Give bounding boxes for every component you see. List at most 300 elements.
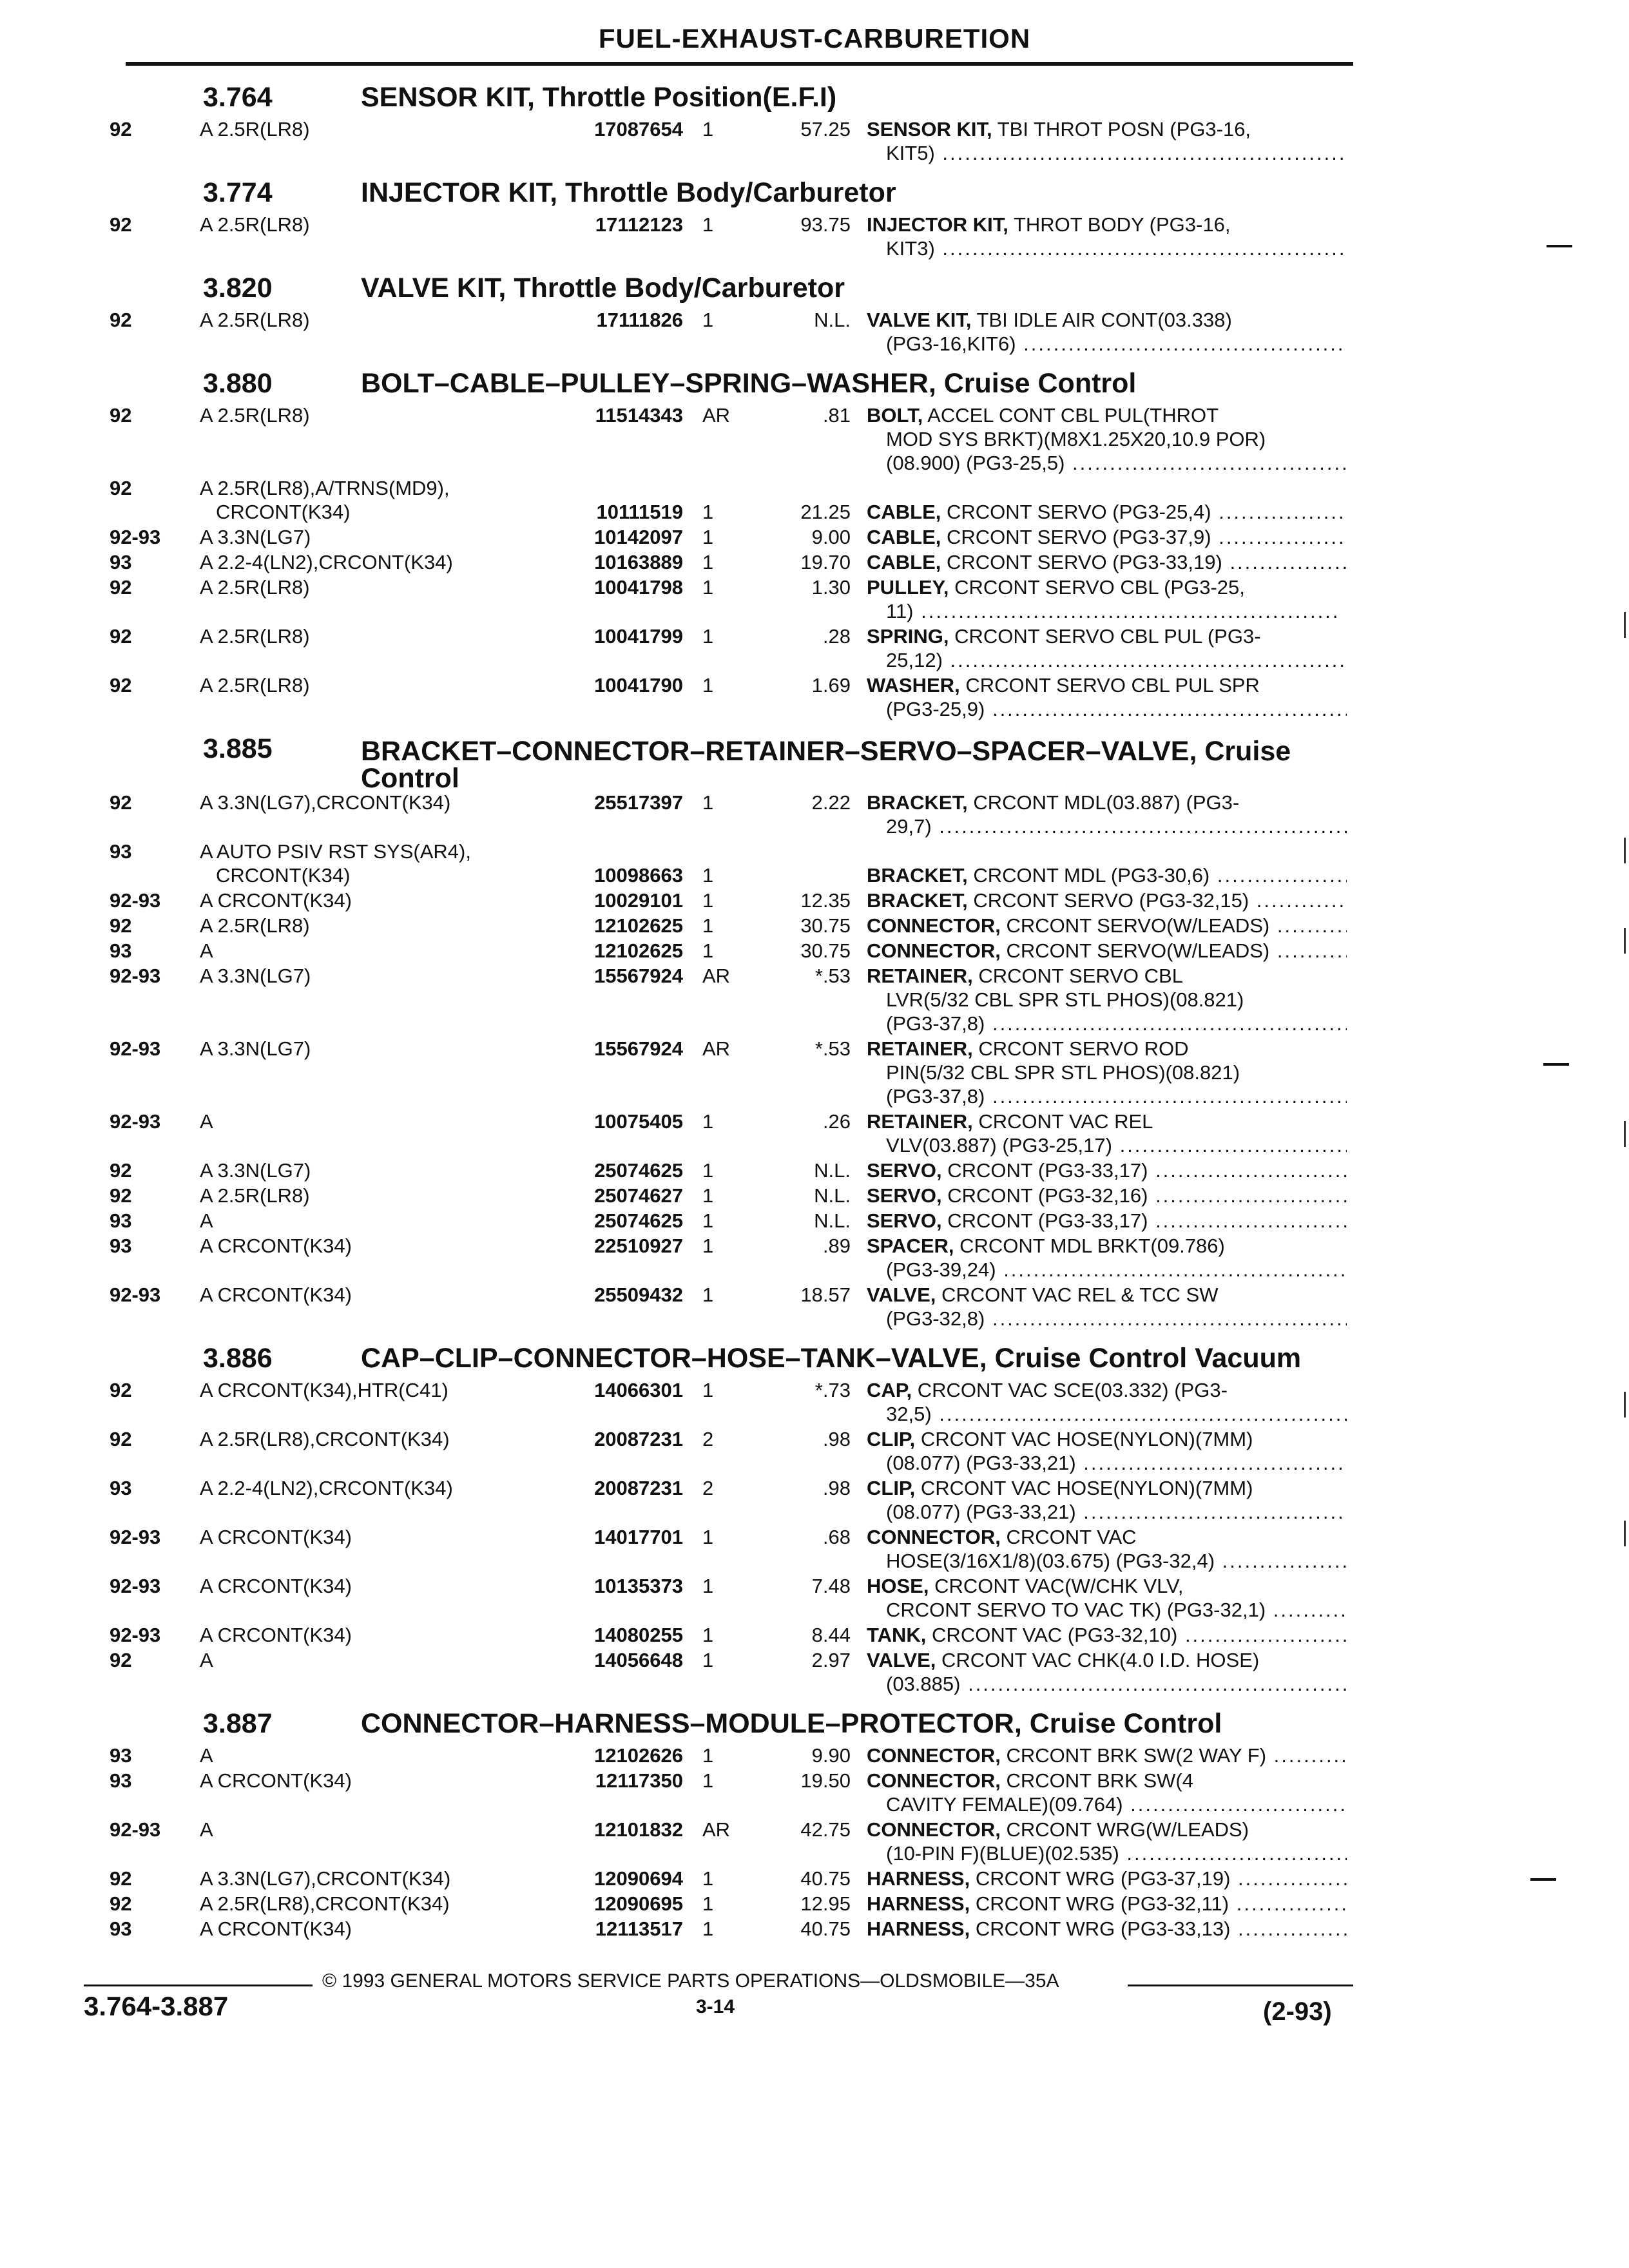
model-usage: [200, 117, 551, 141]
part-name: SERVO,: [867, 1209, 942, 1232]
price: 57.25: [800, 118, 851, 140]
price: 9.90: [811, 1744, 851, 1767]
model-usage-line: A 2.5R(LR8),A/TRNS(MD9),: [200, 477, 450, 499]
part-name: CONNECTOR,: [867, 1744, 1001, 1767]
description-line: [867, 1525, 1347, 1549]
part-description: [867, 1209, 1360, 1233]
part-number: 25517397: [594, 791, 683, 814]
description-line: [867, 697, 1347, 721]
price: 30.75: [800, 939, 851, 962]
price: .89: [822, 1235, 851, 1257]
description-text: CRCONT VAC SCE(03.332) (PG3-: [917, 1379, 1228, 1401]
part-row: [110, 213, 1360, 262]
section-heading: [110, 271, 1360, 308]
part-number: 14017701: [594, 1526, 683, 1548]
description-text: CRCONT SERVO(W/LEADS): [1006, 939, 1270, 962]
model-usage-line: A 2.2-4(LN2),CRCONT(K34): [200, 1477, 453, 1499]
description-line: [867, 1110, 1347, 1133]
model-usage-line: A CRCONT(K34): [200, 1526, 352, 1548]
part-name: BRACKET,: [867, 889, 968, 912]
model-year: 93: [110, 1477, 132, 1499]
model-usage: [200, 1892, 551, 1916]
description-text: CRCONT BRK SW(4: [1006, 1769, 1193, 1792]
part-description: [867, 889, 1360, 912]
part-name: HOSE,: [867, 1575, 929, 1597]
description-text: CRCONT VAC CHK(4.0 I.D. HOSE): [941, 1649, 1260, 1671]
model-year: 92: [110, 1184, 132, 1207]
quantity: 1: [702, 1867, 714, 1890]
part-name: CONNECTOR,: [867, 1526, 1001, 1548]
margin-mark: [1543, 1063, 1569, 1066]
description-line: [867, 1500, 1347, 1524]
description-text: CRCONT SERVO (PG3-25,4): [947, 501, 1211, 523]
description-line: [867, 889, 1347, 912]
part-description: [867, 1283, 1360, 1331]
part-description: [867, 1378, 1360, 1426]
price: 18.57: [800, 1283, 851, 1306]
description-text: KIT5): [886, 142, 935, 164]
model-year: 92: [110, 791, 132, 814]
part-description: [867, 1917, 1360, 1941]
description-text: CRCONT (PG3-33,17): [947, 1159, 1148, 1182]
model-year: 92: [110, 118, 132, 140]
part-number: 25074625: [594, 1209, 683, 1232]
model-usage-line: A: [200, 1818, 213, 1841]
model-usage-line: A 2.5R(LR8): [200, 674, 310, 697]
section-number: 3.820: [203, 273, 273, 303]
margin-mark: [1624, 1121, 1626, 1147]
description-line: [867, 1037, 1347, 1061]
part-number: 15567924: [594, 965, 683, 987]
quantity: AR: [702, 1037, 731, 1060]
part-name: HARNESS,: [867, 1867, 970, 1890]
part-description: [867, 500, 1360, 524]
part-name: SERVO,: [867, 1184, 942, 1207]
model-usage: [200, 1110, 551, 1133]
model-usage: [200, 889, 551, 912]
price: 7.48: [811, 1575, 851, 1597]
description-line: [867, 1307, 1347, 1331]
part-name: HARNESS,: [867, 1892, 970, 1915]
description-line: [867, 964, 1347, 988]
part-name: CAP,: [867, 1379, 912, 1401]
description-text: CRCONT VAC (PG3-32,10): [932, 1624, 1178, 1646]
description-text: CRCONT WRG(W/LEADS): [1006, 1818, 1249, 1841]
description-line: [867, 863, 1347, 887]
model-usage-line: A 3.3N(LG7): [200, 965, 311, 987]
price: 93.75: [800, 213, 851, 236]
part-description: [867, 791, 1360, 838]
price: 40.75: [800, 1917, 851, 1940]
price: .81: [822, 404, 851, 427]
part-row: [110, 1892, 1360, 1917]
quantity: 1: [702, 674, 714, 697]
section-title: BRACKET–CONNECTOR–RETAINER–SERVO–SPACER–VALVE, Cruise Control: [361, 736, 1291, 794]
description-line: [867, 1476, 1347, 1500]
section-heading: [110, 731, 1360, 794]
part-number: 20087231: [594, 1428, 683, 1450]
description-line: [867, 673, 1347, 697]
model-year: 92: [110, 213, 132, 236]
description-line: [867, 1158, 1347, 1182]
description-line: [867, 1818, 1347, 1841]
description-line: [867, 1209, 1347, 1233]
model-usage-line: A 2.5R(LR8),CRCONT(K34): [200, 1892, 450, 1915]
model-year: 92-93: [110, 1818, 161, 1841]
part-row: [110, 1378, 1360, 1427]
quantity: 1: [702, 1184, 714, 1207]
description-text: (PG3-32,8): [886, 1307, 985, 1330]
description-line: [867, 1061, 1347, 1084]
model-usage-line: A CRCONT(K34),HTR(C41): [200, 1379, 448, 1401]
part-number: 10142097: [594, 526, 683, 548]
description-text: CRCONT VAC REL: [978, 1110, 1153, 1133]
model-year: 92: [110, 1649, 132, 1671]
model-year: 93: [110, 1209, 132, 1232]
margin-mark: [1624, 1392, 1626, 1418]
part-row: [110, 1917, 1360, 1942]
description-line: [867, 791, 1347, 814]
model-year: 92-93: [110, 526, 161, 548]
part-name: SERVO,: [867, 1159, 942, 1182]
part-description: [867, 1184, 1360, 1207]
price: .98: [822, 1428, 851, 1450]
quantity: 1: [702, 576, 714, 599]
description-text: CRCONT VAC: [1006, 1526, 1137, 1548]
part-number: 14080255: [594, 1624, 683, 1646]
model-year: 92-93: [110, 1110, 161, 1133]
section-title: SENSOR KIT, Throttle Position(E.F.I): [361, 82, 837, 113]
model-usage: [200, 1427, 551, 1451]
model-usage-line: A CRCONT(K34): [200, 1769, 352, 1792]
part-name: RETAINER,: [867, 965, 973, 987]
section-heading: [110, 366, 1360, 403]
part-name: VALVE,: [867, 1283, 936, 1306]
price: 8.44: [811, 1624, 851, 1646]
quantity: 1: [702, 625, 714, 648]
section-number: 3.887: [203, 1708, 273, 1739]
part-row: [110, 1209, 1360, 1234]
description-text: (PG3-25,9): [886, 698, 985, 720]
quantity: 1: [702, 1110, 714, 1133]
part-description: [867, 1648, 1360, 1696]
description-text: (10-PIN F)(BLUE)(02.535): [886, 1842, 1119, 1865]
model-year: 92: [110, 625, 132, 648]
description-line: [867, 1283, 1347, 1307]
part-row: [110, 1110, 1360, 1158]
model-usage-line: A 3.3N(LG7),CRCONT(K34): [200, 791, 451, 814]
part-number: 10041790: [594, 674, 683, 697]
price: 2.97: [811, 1649, 851, 1671]
part-row: [110, 914, 1360, 939]
part-number: 12113517: [595, 1917, 683, 1940]
part-description: [867, 213, 1360, 260]
model-usage: [200, 914, 551, 937]
part-description: [867, 1110, 1360, 1157]
part-number: 17111826: [596, 309, 683, 331]
description-text: (PG3-37,8): [886, 1012, 985, 1035]
model-year: 93: [110, 551, 132, 573]
part-number: 14056648: [594, 1649, 683, 1671]
part-row: [110, 575, 1360, 624]
price: 2.22: [811, 791, 851, 814]
quantity: AR: [702, 965, 731, 987]
model-usage: [200, 1378, 551, 1402]
part-name: CABLE,: [867, 526, 941, 548]
model-usage: [200, 1769, 551, 1792]
part-number: 12090695: [594, 1892, 683, 1915]
description-line: [867, 236, 1347, 260]
model-usage: [200, 1234, 551, 1258]
quantity: 1: [702, 864, 714, 887]
price: 42.75: [800, 1818, 851, 1841]
part-number: 12102626: [594, 1744, 683, 1767]
part-description: [867, 939, 1360, 963]
quantity: 1: [702, 1744, 714, 1767]
model-usage-line: A 2.2-4(LN2),CRCONT(K34): [200, 551, 453, 573]
part-description: [867, 1818, 1360, 1865]
part-name: RETAINER,: [867, 1037, 973, 1060]
description-text: ACCEL CONT CBL PUL(THROT: [927, 404, 1219, 427]
model-usage-line: CRCONT(K34): [216, 501, 351, 523]
part-number: 10163889: [594, 551, 683, 573]
section-number: 3.886: [203, 1343, 273, 1374]
part-number: 22510927: [594, 1235, 683, 1257]
description-line: [867, 1623, 1347, 1647]
part-name: BRACKET,: [867, 864, 968, 887]
margin-mark: [1624, 928, 1626, 954]
part-description: [867, 1623, 1360, 1647]
description-text: CRCONT MDL BRKT(09.786): [959, 1235, 1225, 1257]
part-name: CONNECTOR,: [867, 939, 1001, 962]
description-text: MOD SYS BRKT)(M8X1.25X20,10.9 POR): [886, 428, 1266, 450]
description-line: [867, 1451, 1347, 1475]
model-usage-line: A 2.5R(LR8): [200, 213, 310, 236]
description-line: [867, 1549, 1347, 1573]
part-number: 17112123: [595, 213, 683, 236]
model-usage: [200, 624, 551, 648]
model-usage: [200, 308, 551, 332]
part-name: SPRING,: [867, 625, 949, 648]
catalog-body: [110, 71, 1360, 1942]
header-rule: [126, 62, 1353, 66]
description-text: PIN(5/32 CBL SPR STL PHOS)(08.821): [886, 1061, 1240, 1084]
description-line: [867, 1892, 1347, 1916]
description-text: CRCONT SERVO (PG3-37,9): [947, 526, 1211, 548]
description-text: (08.077) (PG3-33,21): [886, 1452, 1076, 1474]
description-line: [867, 427, 1347, 451]
quantity: 1: [702, 1159, 714, 1182]
part-row: [110, 550, 1360, 575]
price: *.53: [815, 965, 851, 987]
section-number: 3.774: [203, 177, 273, 208]
description-text: (08.900) (PG3-25,5): [886, 452, 1065, 474]
quantity: 1: [702, 118, 714, 140]
section-number: 3.880: [203, 368, 273, 399]
part-row: [110, 1158, 1360, 1184]
description-line: [867, 814, 1347, 838]
model-year: 92-93: [110, 965, 161, 987]
description-text: CRCONT SERVO ROD: [978, 1037, 1189, 1060]
description-line: [867, 213, 1347, 236]
description-line: [867, 575, 1347, 599]
description-line: [867, 1402, 1347, 1426]
section-title: CONNECTOR–HARNESS–MODULE–PROTECTOR, Cruise Control: [361, 1708, 1222, 1739]
model-year: 93: [110, 1917, 132, 1940]
model-usage: [200, 1818, 551, 1841]
section-heading: [110, 1341, 1360, 1378]
model-usage: [200, 840, 551, 887]
part-description: [867, 964, 1360, 1035]
part-number: 10041798: [594, 576, 683, 599]
description-line: [867, 403, 1347, 427]
description-text: TBI THROT POSN (PG3-16,: [997, 118, 1251, 140]
quantity: 1: [702, 1235, 714, 1257]
part-description: [867, 914, 1360, 937]
description-text: (PG3-39,24): [886, 1258, 996, 1281]
part-description: [867, 863, 1360, 887]
price: 12.35: [800, 889, 851, 912]
model-usage: [200, 575, 551, 599]
description-line: [867, 1744, 1347, 1767]
part-description: [867, 1574, 1360, 1622]
margin-mark: [1547, 245, 1572, 247]
part-number: 10135373: [594, 1575, 683, 1597]
quantity: 1: [702, 1624, 714, 1646]
description-line: [867, 525, 1347, 549]
part-row: [110, 1234, 1360, 1283]
description-text: CRCONT SERVO CBL PUL SPR: [965, 674, 1260, 697]
description-text: CRCONT WRG (PG3-37,19): [975, 1867, 1231, 1890]
margin-mark: [1624, 838, 1626, 863]
section-number: 3.764: [203, 82, 273, 113]
description-line: [867, 1427, 1347, 1451]
part-name: CLIP,: [867, 1428, 916, 1450]
description-text: VLV(03.887) (PG3-25,17): [886, 1134, 1112, 1157]
part-row: [110, 1427, 1360, 1476]
model-usage: [200, 476, 551, 524]
section-heading: [110, 175, 1360, 213]
description-line: [867, 1378, 1347, 1402]
model-usage: [200, 1648, 551, 1672]
quantity: 2: [702, 1477, 714, 1499]
description-text: CRCONT (PG3-33,17): [947, 1209, 1148, 1232]
part-number: 12102625: [594, 914, 683, 937]
model-usage: [200, 1867, 551, 1890]
price: 12.95: [800, 1892, 851, 1915]
model-year: 92-93: [110, 1037, 161, 1060]
model-year: 93: [110, 1769, 132, 1792]
description-line: [867, 1012, 1347, 1035]
description-text: CRCONT SERVO CBL (PG3-25,: [954, 576, 1245, 599]
quantity: 1: [702, 1892, 714, 1915]
footer-page-number: 3-14: [696, 1996, 735, 2017]
quantity: 1: [702, 1575, 714, 1597]
part-row: [110, 791, 1360, 840]
description-text: CRCONT VAC(W/CHK VLV,: [934, 1575, 1184, 1597]
part-description: [867, 1476, 1360, 1524]
part-row: [110, 840, 1360, 889]
description-text: CRCONT BRK SW(2 WAY F): [1006, 1744, 1267, 1767]
quantity: 1: [702, 1379, 714, 1401]
model-year: 92: [110, 1867, 132, 1890]
footer-copyright: © 1993 GENERAL MOTORS SERVICE PARTS OPERATIONS—OLDSMOBILE—35A: [322, 1970, 1059, 1992]
part-number: 10111519: [596, 501, 683, 523]
part-description: [867, 1867, 1360, 1890]
model-usage: [200, 1209, 551, 1233]
model-usage-line: A CRCONT(K34): [200, 889, 352, 912]
description-text: HOSE(3/16X1/8)(03.675) (PG3-32,4): [886, 1550, 1215, 1572]
model-usage-line: A 2.5R(LR8): [200, 404, 310, 427]
part-number: 10098663: [594, 864, 683, 887]
part-description: [867, 673, 1360, 721]
description-text: CRCONT WRG (PG3-32,11): [975, 1892, 1229, 1915]
price: 1.69: [811, 674, 851, 697]
part-row: [110, 1769, 1360, 1818]
part-name: CABLE,: [867, 551, 941, 573]
model-usage: [200, 525, 551, 549]
price: .68: [822, 1526, 851, 1548]
part-number: 15567924: [594, 1037, 683, 1060]
model-usage-line: A 3.3N(LG7): [200, 526, 311, 548]
quantity: 1: [702, 551, 714, 573]
part-description: [867, 525, 1360, 549]
description-text: 25,12): [886, 649, 943, 671]
model-usage: [200, 1476, 551, 1500]
description-line: [867, 1184, 1347, 1207]
description-line: [867, 332, 1347, 356]
model-year: 92: [110, 1159, 132, 1182]
description-line: [867, 141, 1347, 165]
part-name: PULLEY,: [867, 576, 949, 599]
part-number: 12117350: [595, 1769, 683, 1792]
part-name: CONNECTOR,: [867, 914, 1001, 937]
price: N.L.: [814, 1159, 851, 1182]
model-usage: [200, 1623, 551, 1647]
model-year: 92-93: [110, 1526, 161, 1548]
footer-rule-right: [1128, 1984, 1353, 1986]
description-text: CRCONT (PG3-32,16): [947, 1184, 1148, 1207]
description-line: [867, 1648, 1347, 1672]
model-usage: [200, 213, 551, 236]
part-description: [867, 1234, 1360, 1282]
model-usage-line: A 2.5R(LR8): [200, 625, 310, 648]
part-number: 10075405: [594, 1110, 683, 1133]
part-row: [110, 525, 1360, 550]
description-line: [867, 648, 1347, 672]
part-name: HARNESS,: [867, 1917, 970, 1940]
model-usage-line: A CRCONT(K34): [200, 1235, 352, 1257]
footer-section-range: 3.764-3.887: [84, 1991, 229, 2021]
model-usage-line: A 2.5R(LR8): [200, 914, 310, 937]
model-usage: [200, 1283, 551, 1307]
description-text: KIT3): [886, 237, 935, 260]
description-line: [867, 308, 1347, 332]
price: N.L.: [814, 1184, 851, 1207]
part-description: [867, 1892, 1360, 1916]
part-number: 12090694: [594, 1867, 683, 1890]
description-text: (08.077) (PG3-33,21): [886, 1501, 1076, 1523]
part-row: [110, 308, 1360, 357]
section-title: INJECTOR KIT, Throttle Body/Carburetor: [361, 177, 896, 208]
description-text: (PG3-16,KIT6): [886, 332, 1016, 355]
description-text: (03.885): [886, 1673, 961, 1695]
model-usage-line: A: [200, 1209, 213, 1232]
part-name: CONNECTOR,: [867, 1818, 1001, 1841]
description-line: [867, 1084, 1347, 1108]
model-usage-line: A 3.3N(LG7),CRCONT(K34): [200, 1867, 451, 1890]
quantity: 1: [702, 526, 714, 548]
